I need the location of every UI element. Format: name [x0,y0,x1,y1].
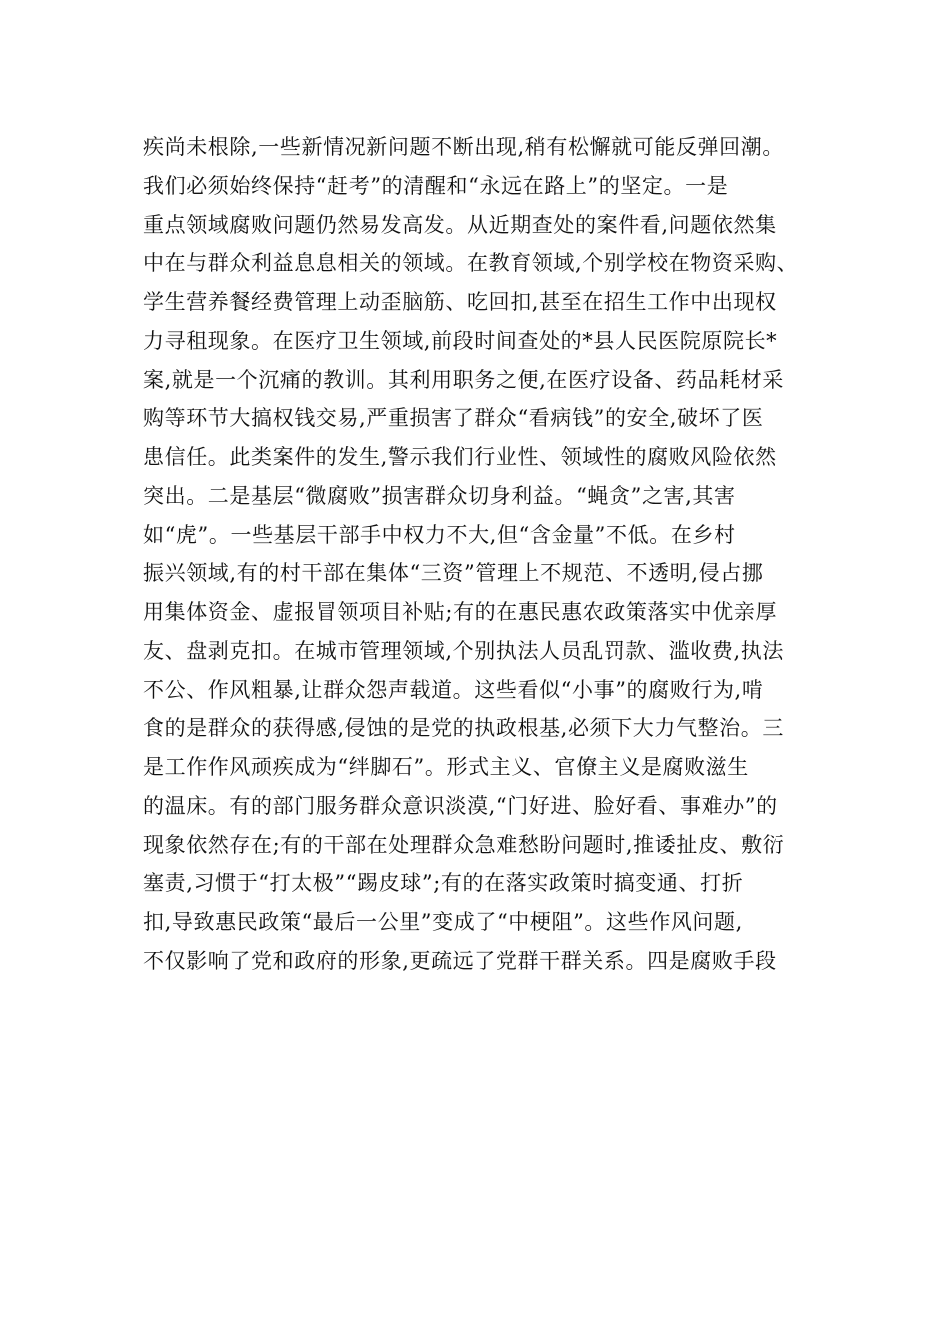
text-line: 如“虎”。一些基层干部手中权力不大,但“含金量”不低。在乡村 [143,522,736,547]
text-line: 中在与群众利益息息相关的领域。在教育领域,个别学校在物资采购、 [143,251,799,276]
text-line: 现象依然存在;有的干部在处理群众急难愁盼问题时,推诿扯皮、敷衍 [143,832,785,857]
text-line: 案,就是一个沉痛的教训。其利用职务之便,在医疗设备、药品耗材采 [143,367,784,392]
text-line: 用集体资金、虚报冒领项目补贴;有的在惠民惠农政策落实中优亲厚 [143,600,778,624]
text-line: 扣,导致惠民政策“最后一公里”变成了“中梗阻”。这些作风问题, [143,910,743,934]
text-line: 力寻租现象。在医疗卫生领域,前段时间查处的*县人民医院原院长* [143,328,778,353]
text-line: 患信任。此类案件的发生,警示我们行业性、领域性的腐败风险依然 [143,445,777,469]
text-line: 塞责,习惯于“打太极”“踢皮球”;有的在落实政策时搞变通、打折 [143,871,744,896]
text-line: 重点领域腐败问题仍然易发高发。从近期查处的案件看,问题依然集 [143,212,777,237]
text-line: 是工作作风顽疾成为“绊脚石”。形式主义、官僚主义是腐败滋生 [143,755,749,779]
text-line: 振兴领域,有的村干部在集体“三资”管理上不规范、不透明,侵占挪 [143,561,764,586]
text-line: 购等环节大搞权钱交易,严重损害了群众“看病钱”的安全,破坏了医 [143,406,764,431]
body-text [143,128,823,981]
text-line: 不仅影响了党和政府的形象,更疏远了党群干群关系。四是腐败手段 [143,948,777,973]
text-line: 不公、作风粗暴,让群众怨声载道。这些看似“小事”的腐败行为,啃 [143,677,764,702]
text-line: 我们必须始终保持“赶考”的清醒和“永远在路上”的坚定。一是 [143,173,729,198]
text-line: 突出。二是基层“微腐败”损害群众切身利益。“蝇贪”之害,其害 [143,483,736,508]
text-line: 学生营养餐经费管理上动歪脑筋、吃回扣,甚至在招生工作中出现权 [143,290,777,314]
text-line: 友、盘剥克扣。在城市管理领域,个别执法人员乱罚款、滥收费,执法 [143,638,784,663]
text-line: 的温床。有的部门服务群众意识淡漠,“门好进、脸好看、事难办”的 [143,793,778,818]
text-line: 疾尚未根除,一些新情况新问题不断出现,稍有松懈就可能反弹回潮。 [143,135,784,159]
text-line: 食的是群众的获得感,侵蚀的是党的执政根基,必须下大力气整治。三 [143,716,784,741]
